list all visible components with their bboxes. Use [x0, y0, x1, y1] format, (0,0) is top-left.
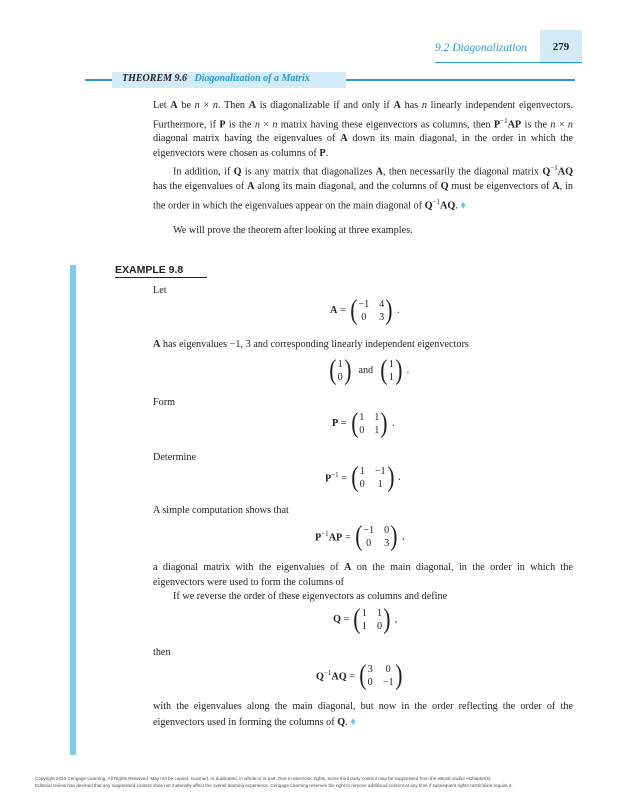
matrix-entry: 0	[384, 524, 390, 536]
form-text: Form	[153, 397, 176, 408]
diag-sentence: a diagonal matrix with the eigenvalues of A on the main diagonal, in the order in which the eigenvectors were used to form the columns of	[153, 562, 574, 588]
theorem-name: Diagonalization of a Matrix	[194, 73, 310, 84]
example-title-rule	[115, 277, 207, 278]
matrix-P-label: P =	[332, 418, 347, 429]
matrix-Pinv-equation: $P^{-1}$ = ( 1 −1 0 1 ) .	[325, 461, 401, 493]
end-of-proof-icon: ♦	[350, 715, 356, 728]
intro-sentence: We will prove the theorem after looking at three examples.	[173, 225, 413, 236]
matrix-entry: 4	[379, 298, 385, 310]
example-title: EXAMPLE 9.8	[115, 264, 184, 276]
theorem-paragraph-1: Let A be n × n. Then A is diagonalizable if and only if A has n linearly independent eigenvectors. Furthermore, if P is the n × n matrix having these eigenvectors as columns, then $P^{-1}AP$ is the n × n diagonal matrix having the eigenvalues of A down its main diagonal, in the order in which the eigenvectors were chosen as columns of P.	[153, 100, 573, 159]
matrix-entry: 0	[359, 424, 365, 436]
matrix-entry: 1	[374, 411, 380, 423]
matrix-PAP	[363, 524, 389, 550]
matrix-entry: 1	[337, 358, 343, 370]
theorem-label: THEOREM 9.6	[122, 73, 188, 84]
matrix-entry: 1	[388, 358, 394, 370]
footer-line-1: Copyright 2010 Cengage Learning. All Rights Reserved. May not be copied, scanned, or duplicated, in whole or in part. Due to electronic rights, some third party content may be suppressed from the eBook and/or eChapter(s).	[35, 776, 492, 781]
footer-line-2: Editorial review has deemed that any suppressed content does not materially affect the overall learning experience. Cengage Learning reserves the right to remove additional content at any time if subsequent rights restrictions require it.	[35, 783, 513, 788]
matrix-Q	[362, 607, 382, 633]
page-number: 279	[540, 30, 582, 64]
matrix-entry: −1	[358, 298, 370, 310]
matrix-A-label: A =	[330, 305, 346, 316]
matrix-entry: 1	[377, 607, 383, 619]
matrix-entry: 1	[377, 478, 383, 490]
eigenvector-1	[338, 358, 343, 384]
matrix-entry: 3	[379, 311, 385, 323]
matrix-P-inverse	[360, 465, 386, 491]
matrix-entry: 0	[366, 537, 372, 549]
diag-sentence-block	[153, 561, 573, 605]
example-let: Let	[153, 285, 167, 296]
matrix-Q-label: Q =	[333, 614, 350, 625]
matrix-P-equation: P = ( 1 1 0 1 ) .	[332, 407, 395, 439]
matrix-entry: 3	[384, 537, 390, 549]
final-sentence-block	[153, 700, 573, 730]
theorem-body	[153, 99, 573, 214]
matrix-QAQ-equation: $Q^{-1}AQ$ = ( 3 0 0 −1 )	[316, 659, 403, 691]
matrix-entry: 1	[361, 607, 367, 619]
matrix-A	[358, 298, 384, 324]
determine-text: Determine	[153, 452, 196, 463]
header-rule	[435, 62, 582, 63]
matrix-entry: 0	[377, 620, 383, 632]
matrix-Q-equation: Q = ( 1 1 1 0 ) ,	[333, 603, 398, 635]
matrix-entry: 0	[385, 663, 391, 675]
simple-computation-text: A simple computation shows that	[153, 505, 289, 516]
matrix-QAQ-label: $Q^{-1}AQ$ =	[316, 668, 355, 683]
running-header: 9.2 Diagonalization	[435, 42, 528, 54]
eigen-sentence: A has eigenvalues −1, 3 and corresponding linearly independent eigenvectors	[153, 339, 469, 350]
and-word: and	[358, 365, 374, 376]
theorem-paragraph-2: In addition, if Q is any matrix that diagonalizes A, then necessarily the diagonal matrix $Q^{-1}AQ$ has the eigenvalues of A along its main diagonal, and the columns of Q must be eigenvectors of A, in the order in which the eigenvalues appear on the main diagonal of $Q^{-1}AQ$. ♦	[153, 164, 573, 212]
matrix-entry: 0	[337, 371, 343, 383]
matrix-entry: 0	[359, 478, 365, 490]
matrix-entry: −1	[382, 676, 394, 688]
intro-text	[153, 224, 573, 239]
matrix-entry: 0	[361, 311, 367, 323]
copyright-footer	[35, 775, 587, 789]
matrix-PAP-label: $P^{-1}AP$ =	[315, 529, 351, 544]
matrix-entry: 1	[361, 620, 367, 632]
theorem-heading	[122, 73, 310, 84]
eigenvector-2	[389, 358, 394, 384]
eigenvectors: ( 1 0 ) and ( 1 1 ) .	[329, 354, 410, 386]
matrix-entry: 1	[374, 424, 380, 436]
matrix-A-equation: A = ( −1 4 0 3 ) .	[330, 294, 400, 326]
matrix-entry: 0	[367, 676, 373, 688]
matrix-entry: −1	[374, 465, 386, 477]
matrix-entry: 1	[388, 371, 394, 383]
matrix-QAQ	[368, 663, 394, 689]
matrix-entry: 1	[359, 465, 365, 477]
end-of-proof-icon: ♦	[460, 199, 466, 212]
final-sentence: with the eigenvalues along the main diagonal, but now in the order reflecting the order of the eigenvectors used in forming the columns of Q. ♦	[153, 701, 573, 728]
then-text: then	[153, 647, 171, 658]
reverse-sentence: If we reverse the order of these eigenvectors as columns and define	[173, 591, 448, 602]
matrix-entry: 3	[367, 663, 373, 675]
matrix-entry: −1	[363, 524, 375, 536]
matrix-entry: 1	[359, 411, 365, 423]
matrix-Pinv-label: $P^{-1}$ =	[325, 470, 347, 485]
matrix-PAP-equation: $P^{-1}AP$ = ( −1 0 0 3 ) ,	[315, 520, 405, 552]
example-sidebar	[70, 265, 76, 755]
matrix-P	[359, 411, 379, 437]
